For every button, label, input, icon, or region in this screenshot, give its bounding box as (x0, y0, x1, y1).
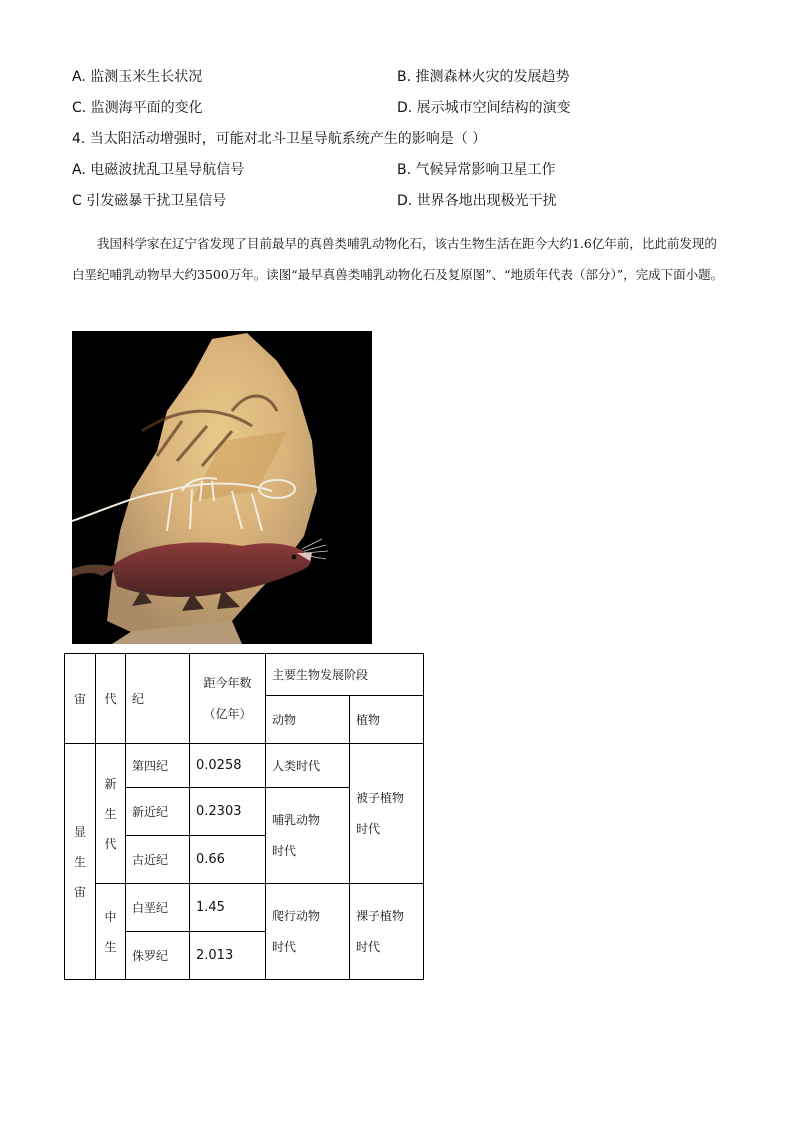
question-4-stem: 4. 当太阳活动增强时，可能对北斗卫星导航系统产生的影响是（ ） (72, 131, 487, 147)
era-char: 生 (104, 939, 117, 954)
animal-reptile-line1: 爬行动物 (272, 908, 321, 923)
era-char: 生 (104, 806, 117, 821)
period-quaternary: 第四纪 (126, 744, 190, 788)
q4-option-d: D. 世界各地出现极光干扰 (397, 193, 557, 209)
plant-gymno-line1: 裸子植物 (356, 908, 405, 923)
eon-char: 生 (73, 854, 86, 869)
animal-mammal-age (266, 788, 350, 884)
table-header-row (65, 654, 424, 696)
eon-char: 显 (73, 824, 86, 839)
animal-human-age: 人类时代 (266, 744, 350, 788)
q4-option-c: C 引发磁暴干扰卫星信号 (72, 193, 227, 209)
plant-gymnosperm-age (350, 884, 424, 980)
fossil-illustration (72, 331, 372, 644)
header-age-line1: 距今年数 (203, 675, 252, 690)
header-age-line2: （亿年） (203, 706, 252, 721)
era-mesozoic (96, 884, 126, 980)
animal-reptile-age (266, 884, 350, 980)
header-era: 代 (96, 654, 126, 744)
era-char: 代 (104, 836, 117, 851)
fossil-figure (72, 331, 372, 644)
age-jurassic: 2.013 (190, 932, 266, 980)
era-char: 中 (104, 909, 117, 924)
age-cretaceous: 1.45 (190, 884, 266, 932)
animal-mammal-line1: 哺乳动物 (272, 812, 321, 827)
plant-gymno-line2: 时代 (356, 939, 381, 954)
age-quaternary: 0.0258 (190, 744, 266, 788)
animal-reptile-line2: 时代 (272, 939, 297, 954)
header-age (190, 654, 266, 744)
period-jurassic: 侏罗纪 (126, 932, 190, 980)
option-b: B. 推测森林火灾的发展趋势 (397, 69, 570, 85)
period-cretaceous: 白垩纪 (126, 884, 190, 932)
eon-phanerozoic (65, 744, 96, 980)
header-period: 纪 (126, 654, 190, 744)
header-plant: 植物 (350, 696, 424, 744)
animal-mammal-line2: 时代 (272, 843, 297, 858)
plant-angio-line1: 被子植物 (356, 790, 405, 805)
header-stage: 主要生物发展阶段 (266, 654, 424, 696)
eon-char: 宙 (73, 884, 86, 899)
table-row (65, 884, 424, 932)
passage (72, 228, 724, 290)
period-neogene: 新近纪 (126, 788, 190, 836)
period-paleogene: 古近纪 (126, 836, 190, 884)
age-neogene: 0.2303 (190, 788, 266, 836)
age-paleogene: 0.66 (190, 836, 266, 884)
option-a: A. 监测玉米生长状况 (72, 69, 203, 85)
plant-angiosperm-age (350, 744, 424, 884)
header-animal: 动物 (266, 696, 350, 744)
era-cenozoic (96, 744, 126, 884)
geologic-time-table (64, 653, 424, 980)
table-row (65, 744, 424, 788)
era-char: 新 (104, 776, 117, 791)
option-c: C. 监测海平面的变化 (72, 100, 203, 116)
option-d: D. 展示城市空间结构的演变 (397, 100, 571, 116)
plant-angio-line2: 时代 (356, 821, 381, 836)
header-eon: 宙 (65, 654, 96, 744)
q4-option-b: B. 气候异常影响卫星工作 (397, 162, 556, 178)
passage-text: 我国科学家在辽宁省发现了目前最早的真兽类哺乳动物化石，该古生物生活在距今大约1.6亿年前，比此前发现的白垩纪哺乳动物早大约3500万年。读图“最早真兽类哺乳动物化石及复原图”、“地质年代表（部分）”，完成下面小题。 (72, 236, 724, 282)
q4-option-a: A. 电磁波扰乱卫星导航信号 (72, 162, 245, 178)
